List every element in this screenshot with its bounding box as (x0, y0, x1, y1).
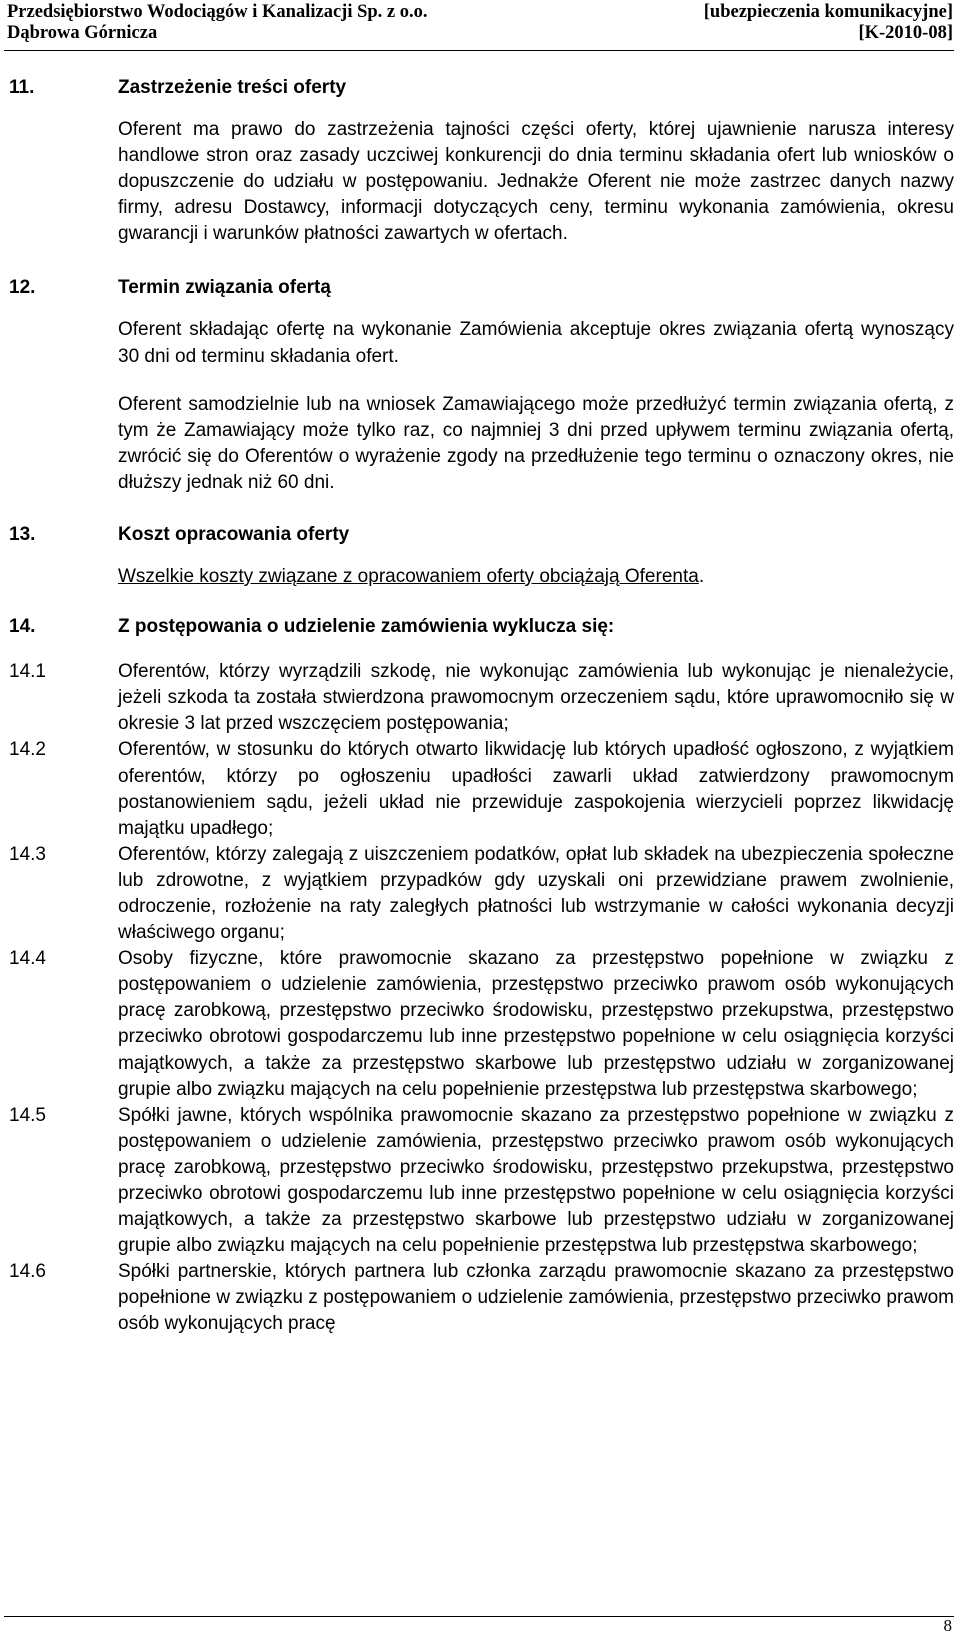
document-body (9, 75, 954, 1338)
section-title: Termin związania ofertą (118, 277, 331, 299)
section-title: Koszt opracowania oferty (118, 524, 350, 546)
header-subject: [ubezpieczenia komunikacyjne] (703, 2, 953, 22)
section-12-paragraph-1: Oferent składając ofertę na wykonanie Zamówienia akceptuje okres związania ofertą wynoszący 30 dni od terminu składania ofert. (118, 319, 954, 367)
list-item-14-3 (9, 842, 954, 946)
section-title: Zastrzeżenie treści oferty (118, 77, 347, 98)
section-title: Z postępowania o udzielenie zamówienia wyklucza się: (118, 616, 615, 638)
section-heading-11 (9, 75, 954, 101)
list-item-number: 14.2 (9, 739, 46, 761)
section-heading-14 (9, 614, 954, 640)
section-number: 12. (9, 277, 36, 299)
list-item-text: Spółki jawne, których wspólnika prawomocnie skazano za przestępstwo popełnione w związku z postępowaniem o udzielenie zamówienia, przestępstwo przeciwko prawom osób wykonujących pracę zarobkową, przestępstwo przeciwko środowisku, przestępstwo przekupstwa, przestępstwo przeciwko obrotowi gospodarczemu lub inne przestępstwo popełnione w celu osiągnięcia korzyści majątkowych, a także za przestępstwo skarbowe lub przestępstwo udziału w zorganizowanej grupie albo związku mających na celu popełnienie przestępstwa lub przestępstwa skarbowego; (118, 1104, 954, 1257)
header-right (704, 2, 953, 44)
page-number: 8 (943, 1616, 952, 1635)
header-rule (4, 50, 954, 51)
header-city: Dąbrowa Górnicza (7, 23, 158, 43)
page-header (7, 2, 953, 46)
list-item-number: 14.4 (9, 948, 46, 970)
footer-rule (4, 1616, 954, 1617)
section-heading-13 (9, 522, 954, 548)
list-item-number: 14.3 (9, 843, 46, 865)
section-13-underlined-text: Wszelkie koszty związane z opracowaniem oferty obciążają Oferenta (118, 566, 699, 588)
section-11-paragraph: Oferent ma prawo do zastrzeżenia tajności części oferty, której ujawnienie narusza interesy handlowe stron oraz zasady uczciwej konkurencji do dnia terminu składania ofert lub wniosków o dopuszczenie do udziału w postępowaniu. Jednakże Oferent nie może zastrzec danych nazwy firmy, adresu Dostawcy, informacji dotyczących ceny, terminu wykonania zamówienia, okresu gwarancji i warunków płatności zawartych w ofertach. (118, 119, 954, 245)
section-number: 14. (9, 616, 36, 638)
section-number: 11. (9, 77, 35, 98)
header-reference: [K-2010-08] (858, 23, 953, 43)
section-heading-12 (9, 275, 954, 301)
list-item-text: Oferentów, w stosunku do których otwarto likwidację lub których upadłość ogłoszono, z wyjątkiem oferentów, którzy po ogłoszeniu upadłości zawarli układ zatwierdzony prawomocnym postanowieniem sądu, jeżeli układ nie przewiduje zaspokojenia wierzycieli poprzez likwidację majątku upadłego; (118, 739, 954, 839)
section-12-paragraph-2: Oferent samodzielnie lub na wniosek Zamawiającego może przedłużyć termin związania ofertą, z tym że Zamawiający może tylko raz, co najmniej 3 dni przed upływem terminu związania ofertą, zwrócić się do Oferentów o wyrażenie zgody na przedłużenie tego terminu o oznaczony okres, nie dłuższy jednak niż 60 dni. (118, 393, 954, 493)
section-13-paragraph (118, 564, 954, 590)
list-item-14-6 (9, 1259, 954, 1337)
list-item-text: Spółki partnerskie, których partnera lub członka zarządu prawomocnie skazano za przestępstwo popełnione w związku z postępowaniem o udzielenie zamówienia, przestępstwo przeciwko prawom osób wykonujących pracę (118, 1261, 954, 1335)
header-company-name: Przedsiębiorstwo Wodociągów i Kanalizacji Sp. z o.o. (7, 2, 428, 22)
list-item-14-4 (9, 946, 954, 1103)
list-item-number: 14.1 (9, 661, 46, 683)
list-item-14-5 (9, 1103, 954, 1260)
list-item-text: Osoby fizyczne, które prawomocnie skazano za przestępstwo popełnione w związku z postępowaniem o udzielenie zamówienia, przestępstwo przeciwko prawom osób wykonujących pracę zarobkową, przestępstwo przeciwko środowisku, przestępstwo przekupstwa, przestępstwo przeciwko obrotowi gospodarczemu lub inne przestępstwo popełnione w celu osiągnięcia korzyści majątkowych, a także za przestępstwo skarbowe lub przestępstwo udziału w zorganizowanej grupie albo związku mających na celu popełnienie przestępstwa lub przestępstwa skarbowego; (118, 948, 954, 1100)
list-item-number: 14.6 (9, 1261, 46, 1283)
header-left (7, 2, 428, 44)
list-item-14-2 (9, 737, 954, 841)
list-item-text: Oferentów, którzy wyrządzili szkodę, nie wykonując zamówienia lub wykonując je nienależycie, jeżeli szkoda ta została stwierdzona prawomocnym orzeczeniem sądu, które uprawomocniło się w okresie 3 lat przed wszczęciem postępowania; (118, 661, 954, 735)
section-number: 13. (9, 524, 36, 546)
list-item-number: 14.5 (9, 1104, 46, 1126)
section-13-period: . (698, 566, 705, 588)
list-item-text: Oferentów, którzy zalegają z uiszczeniem podatków, opłat lub składek na ubezpieczenia społeczne lub zdrowotne, z wyjątkiem przypadków gdy uzyskali oni przewidziane prawem zwolnienie, odroczenie, rozłożenie na raty zaległych płatności lub wstrzymanie w całości wykonania decyzji właściwego organu; (118, 843, 954, 944)
list-item-14-1 (9, 659, 954, 737)
